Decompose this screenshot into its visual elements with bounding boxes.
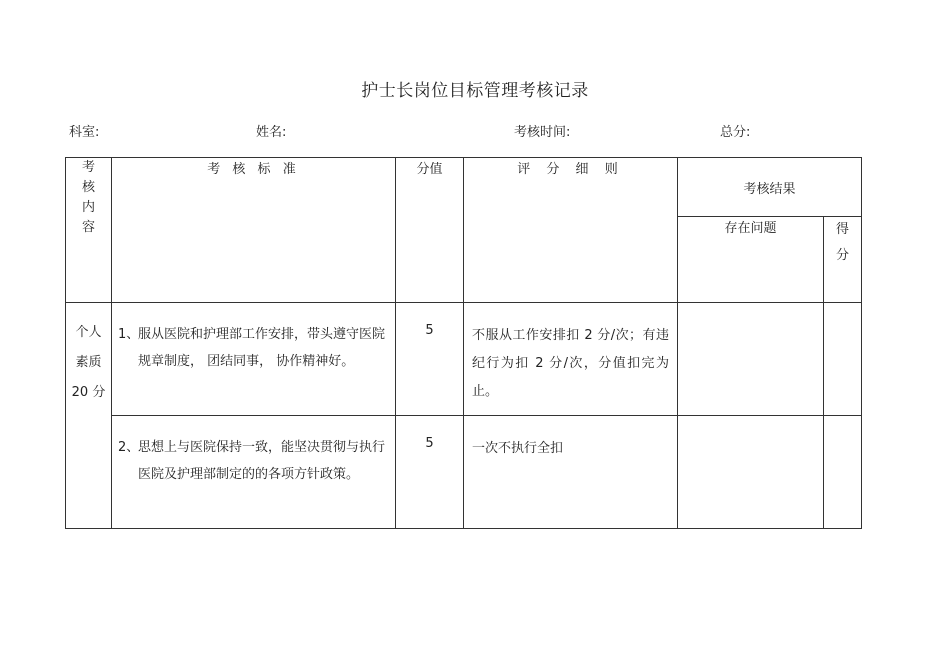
score-cell: 5: [396, 303, 464, 416]
header-result: 考核结果: [678, 158, 862, 217]
total-score-label: 总分:: [720, 125, 751, 140]
item-number: 1、: [118, 327, 140, 342]
rule-cell: 一次不执行全扣: [464, 416, 678, 529]
points-cell[interactable]: [824, 303, 862, 416]
assessment-table: [65, 157, 862, 529]
issue-cell[interactable]: [678, 303, 824, 416]
header-content: 考核内容: [66, 158, 112, 303]
standard-cell: [112, 416, 396, 529]
header-points: 得分: [824, 217, 862, 303]
header-issues: 存在问题: [678, 217, 824, 303]
name-label: 姓名:: [256, 125, 287, 140]
dept-label: 科室:: [69, 125, 100, 140]
header-standard: 考 核 标 准: [112, 158, 396, 303]
exam-time-label: 考核时间:: [514, 125, 571, 140]
header-rules: 评 分 细 则: [464, 158, 678, 303]
header-score: 分值: [396, 158, 464, 303]
score-cell: 5: [396, 416, 464, 529]
table-row: [66, 303, 862, 416]
standard-cell: [112, 303, 396, 416]
standard-text: 服从医院和护理部工作安排，带头遵守医院规章制度， 团结同事， 协作精神好。: [138, 327, 386, 369]
header-row: [66, 158, 862, 217]
category-cell: [66, 303, 112, 529]
item-number: 2、: [118, 440, 140, 455]
table-row: [66, 416, 862, 529]
category-points: 20 分: [71, 385, 106, 400]
standard-text: 思想上与医院保持一致，能坚决贯彻与执行医院及护理部制定的的各项方针政策。: [138, 440, 386, 482]
rule-cell: 不服从工作安排扣 2 分/次；有违纪行为扣 2 分/次，分值扣完为止。: [464, 303, 678, 416]
page-title: 护士长岗位目标管理考核记录: [361, 81, 589, 101]
category-name: 个人素质: [75, 325, 102, 370]
issue-cell[interactable]: [678, 416, 824, 529]
points-cell[interactable]: [824, 416, 862, 529]
